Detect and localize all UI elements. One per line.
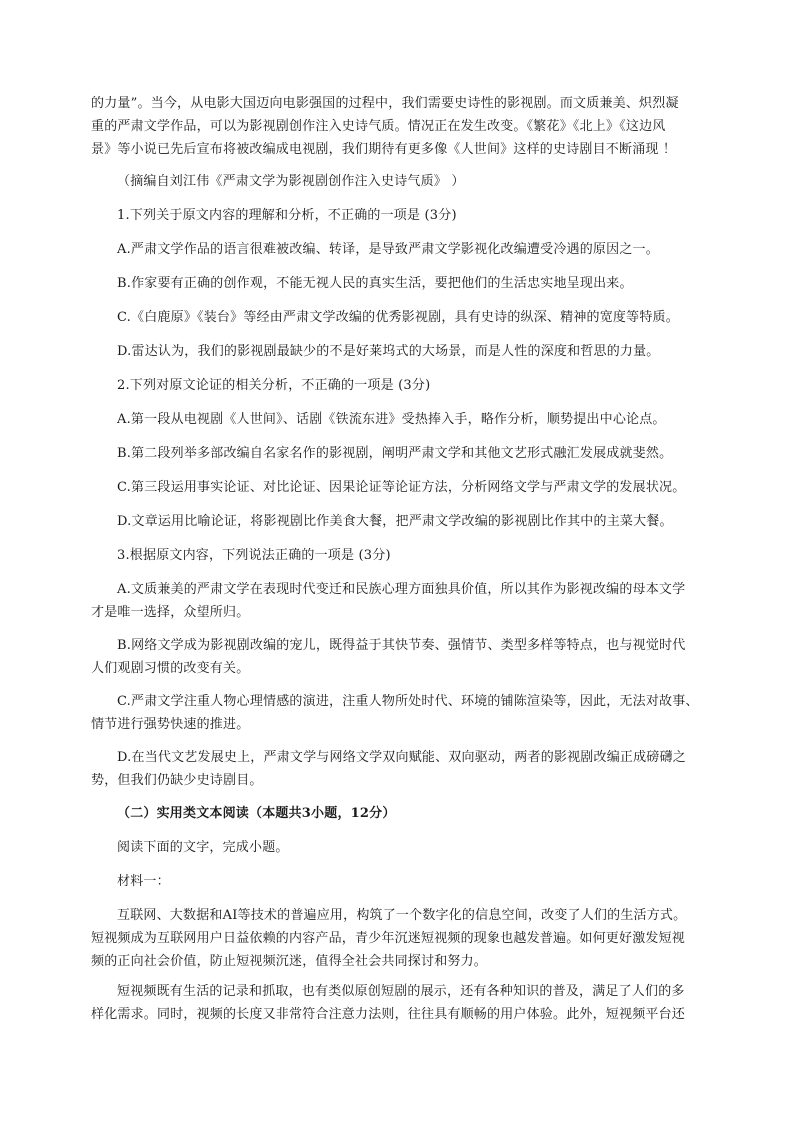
question-3-stem: 3.根据原文内容，下列说法正确的一项是 (3分) [117,548,391,563]
question-3-option-b-line-2: 人们观剧习惯的改变有关。 [91,661,250,676]
material-1-para-1-line-1: 互联网、大数据和AI等技术的普遍应用，构筑了一个数字化的信息空间，改变了人们的生活方式。 [117,908,687,923]
section-2-heading: （二）实用类文本阅读（本题共3小题，12分） [117,806,396,821]
material-1-para-1-line-2: 短视频成为互联网用户日益依赖的内容产品，青少年沉迷短视频的现象也越发普遍。如何更好激发短视 [91,931,686,946]
question-3-option-c-line-1: C.严肃文学注重人物心理情感的演进，注重人物所处时代、环境的铺陈渲染等，因此，无法对故事、 [117,694,699,709]
question-1-stem: 1.下列关于原文内容的理解和分析，不正确的一项是 (3分) [117,208,457,223]
question-1-option-a: A.严肃文学作品的语言很难被改编、转译，是导致严肃文学影视化改编遭受冷遇的原因之一。 [117,242,659,257]
question-3-option-a-line-1: A.文质兼美的严肃文学在表现时代变迁和民族心理方面独具价值，所以其作为影视改编的母本文学 [117,582,686,597]
section-2-instruction: 阅读下面的文字，完成小题。 [117,840,289,855]
intro-line-2: 重的严肃文学作品，可以为影视剧创作注入史诗气质。情况正在发生改变。《繁花》《北上》《这边风 [91,119,666,134]
question-1-option-b: B.作家要有正确的创作观，不能无视人民的真实生活，要把他们的生活忠实地呈现出来。 [117,276,633,291]
question-1-option-c: C.《白鹿原》《装台》等经由严肃文学改编的优秀影视剧，具有史诗的纵深、精神的宽度等特质。 [117,310,679,325]
question-3-option-d-line-1: D.在当代文艺发展史上，严肃文学与网络文学双向赋能、双向驱动，两者的影视剧改编正成磅礴之 [117,750,686,765]
material-1-label: 材料一： [117,874,170,889]
question-3-option-b-line-1: B.网络文学成为影视剧改编的宠儿，既得益于其快节奏、强情节、类型多样等特点，也与视觉时代 [117,638,686,653]
question-2-option-b: B.第二段列举多部改编自名家名作的影视剧，阐明严肃文学和其他文艺形式融汇发展成就斐然。 [117,446,673,461]
question-3-option-d-line-2: 势，但我们仍缺少史诗剧目。 [91,773,263,788]
question-2-option-a: A.第一段从电视剧《人世间》、话剧《铁流东进》受热捧入手，略作分析，顺势提出中心论点。 [117,412,666,427]
question-2-option-d: D.文章运用比喻论证，将影视剧比作美食大餐，把严肃文学改编的影视剧比作其中的主菜大餐。 [117,514,673,529]
material-1-para-1-line-3: 频的正向社会价值，防止短视频沉迷，值得全社会共同探讨和努力。 [91,954,488,969]
question-3-option-a-line-2: 才是唯一选择，众望所归。 [91,605,250,620]
material-1-para-2-line-1: 短视频既有生活的记录和抓取，也有类似原创短剧的展示，还有各种知识的普及，满足了人们的多 [117,984,685,999]
source-citation: （摘编自刘江伟《严肃文学为影视剧创作注入史诗气质》 ） [117,174,465,189]
intro-line-3: 景》等小说已先后宣布将被改编成电视剧，我们期待有更多像《人世间》这样的史诗剧目不断涌现 ！ [91,142,677,157]
question-1-option-d: D.雷达认为，我们的影视剧最缺少的不是好莱坞式的大场景，而是人性的深度和哲思的力量。 [117,344,660,359]
question-2-stem: 2.下列对原文论证的相关分析，不正确的一项是 (3分) [117,378,431,393]
material-1-para-2-line-2: 样化需求。同时，视频的长度又非常符合注意力法则，往往具有顺畅的用户体验。此外，短视频平台还 [91,1007,686,1022]
intro-line-1: 的力量”。当今，从电影大国迈向电影强国的过程中，我们需要史诗性的影视剧。而文质兼美、炽烈凝 [91,96,679,111]
question-2-option-c: C.第三段运用事实论证、对比论证、因果论证等论证方法，分析网络文学与严肃文学的发展状况。 [117,480,686,495]
question-3-option-c-line-2: 情节进行强势快速的推进。 [91,717,250,732]
